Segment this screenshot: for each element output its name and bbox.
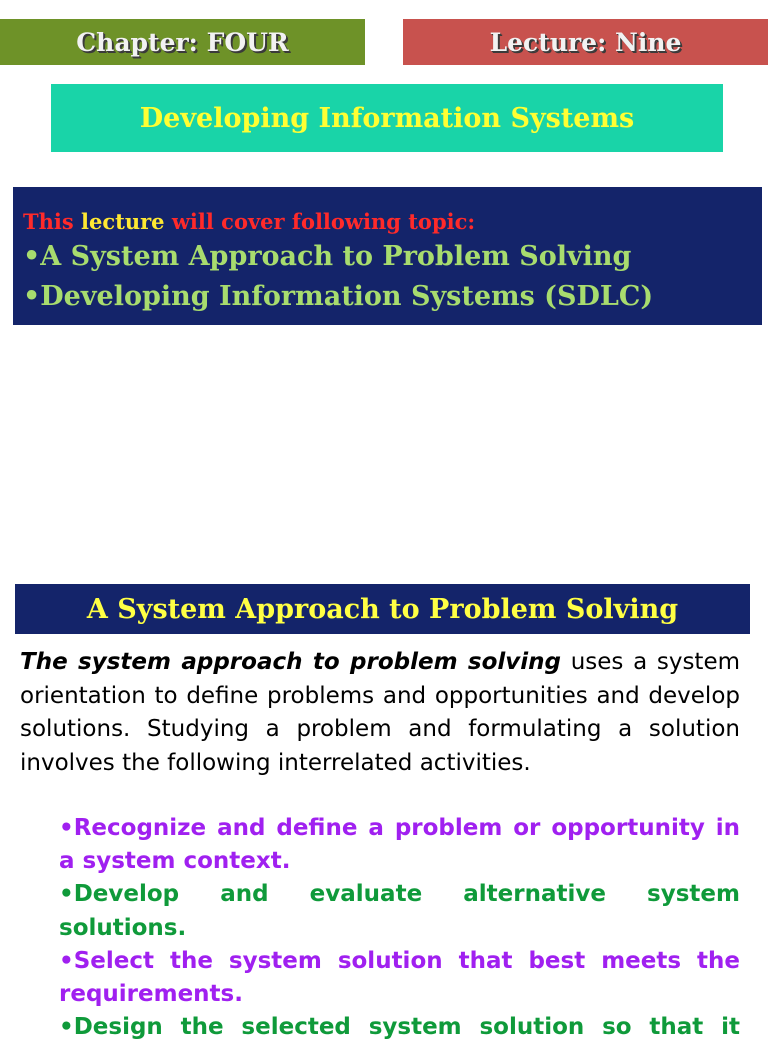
body-paragraph (20, 646, 740, 780)
list-item: •Recognize and define a problem or opportunity in a system context. (59, 815, 740, 875)
topics-intro (23, 207, 762, 237)
section-title (15, 584, 750, 634)
list-item: •Develop and evaluate alternative system solutions. (59, 881, 740, 941)
section-title-text: A System Approach to Problem Solving (86, 593, 679, 625)
topic-item: •Developing Information Systems (SDLC) (23, 281, 654, 312)
page-title-text: Developing Information Systems (139, 102, 635, 134)
topics-box (13, 187, 762, 325)
intro-this: This (23, 209, 74, 234)
topic-item: •A System Approach to Problem Solving (23, 241, 632, 272)
body-text: uses a system orientation to define problems and opportunities and develop solutions. Studying a problem and formulating a solution involves the following interrelated activities. (20, 649, 741, 776)
body-lead: The system approach to problem solving (20, 649, 562, 675)
chapter-label (0, 19, 365, 65)
intro-lecture: lecture (81, 209, 165, 234)
activity-list (59, 812, 740, 1044)
lecture-label (403, 19, 768, 65)
page-title (51, 84, 723, 152)
chapter-text: Chapter: FOUR (76, 27, 289, 57)
list-item: •Select the system solution that best meets the requirements. (59, 947, 740, 1008)
list-item: •Design the selected system solution so that it (59, 1014, 740, 1041)
lecture-text: Lecture: Nine (489, 27, 682, 57)
intro-rest: will cover following topic: (171, 209, 476, 234)
